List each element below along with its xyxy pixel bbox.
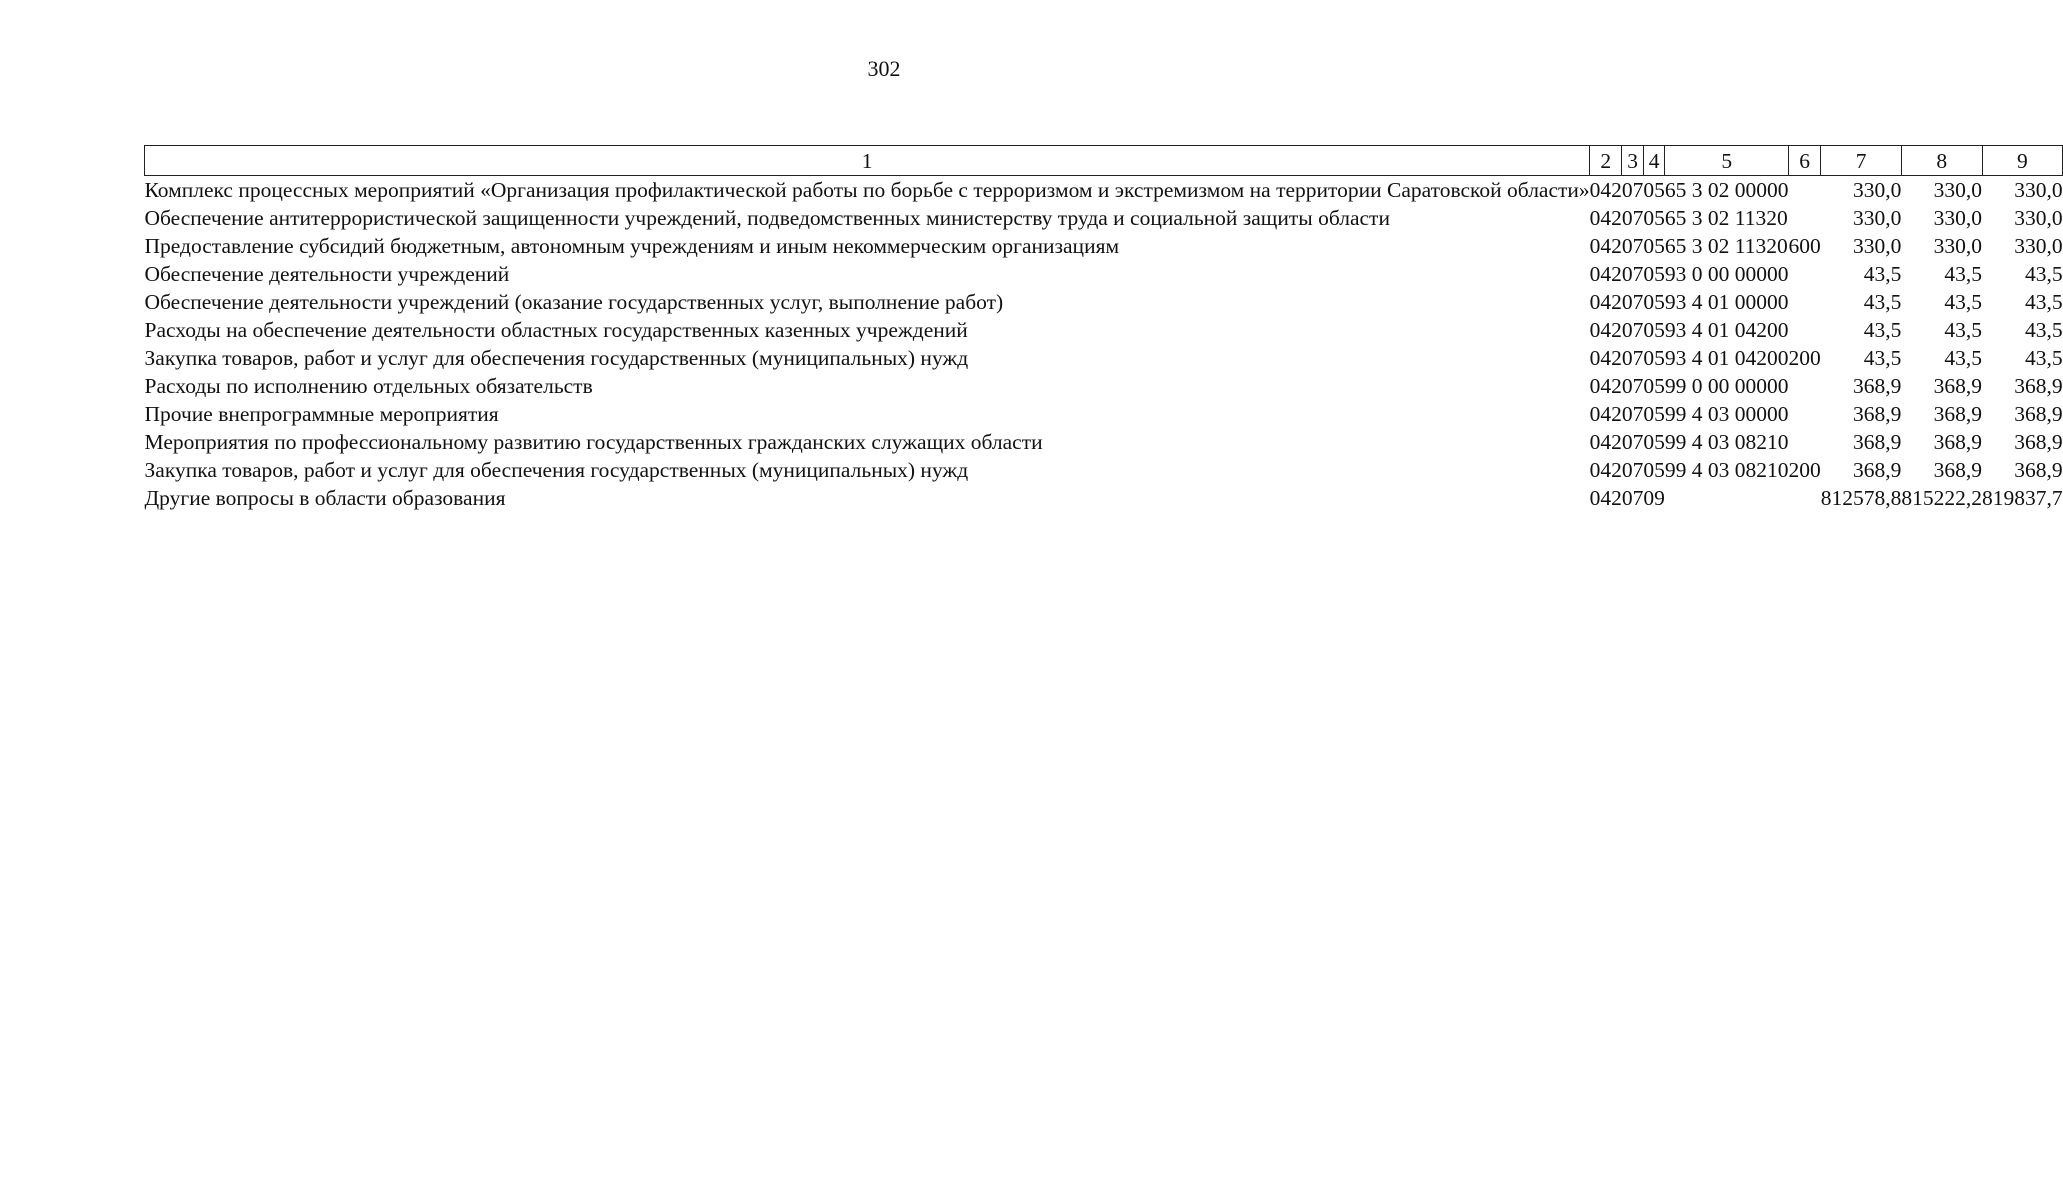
column-header-4: 4: [1643, 146, 1665, 176]
column-header-7: 7: [1821, 146, 1902, 176]
cell-col-9: 330,0: [2014, 178, 2063, 202]
cell-col-4: 05: [1643, 458, 1665, 482]
cell-col-8: 330,0: [1933, 206, 1983, 230]
cell-col-5: 93 4 01 04200: [1664, 346, 1789, 370]
column-header-6: 6: [1789, 146, 1821, 176]
cell-col-8: 43,5: [1944, 346, 1983, 370]
cell-col-2: 042: [1589, 234, 1622, 258]
cell-col-3: 07: [1621, 346, 1644, 370]
cell-col-6: [1789, 260, 1821, 288]
table-row: [145, 372, 2063, 400]
table-row: [145, 232, 2063, 260]
cell-col-6: [1789, 372, 1821, 400]
table-body: [145, 176, 2063, 513]
cell-col-5: 65 3 02 11320: [1664, 234, 1788, 258]
cell-col-3: 07: [1621, 318, 1644, 342]
table-row: [145, 288, 2063, 316]
cell-col-6: [1789, 400, 1821, 428]
row-name: Расходы на обеспечение деятельности областных государственных казенных учреждений: [144, 318, 968, 342]
header-row: [145, 146, 2063, 176]
cell-col-7: 43,5: [1863, 318, 1902, 342]
page-number: 302: [867, 56, 901, 81]
cell-col-2: 042: [1589, 402, 1622, 426]
cell-col-9: 819837,7: [1982, 486, 2063, 510]
budget-table: [144, 145, 2063, 512]
cell-col-7: 368,9: [1853, 402, 1902, 426]
cell-col-9: 43,5: [2025, 290, 2063, 314]
cell-col-2: 042: [1589, 290, 1622, 314]
row-name: Расходы по исполнению отдельных обязательств: [144, 374, 593, 398]
cell-col-3: 07: [1621, 486, 1644, 510]
cell-col-2: 042: [1589, 458, 1622, 482]
cell-col-4: 05: [1643, 402, 1665, 426]
cell-col-4: 05: [1643, 346, 1665, 370]
cell-col-9: 368,9: [2014, 458, 2063, 482]
cell-col-9: 43,5: [2025, 262, 2063, 286]
column-header-3: 3: [1622, 146, 1644, 176]
row-name: Предоставление субсидий бюджетным, автономным учреждениям и иным некоммерческим организациям: [144, 234, 1120, 258]
cell-col-4: 05: [1643, 430, 1665, 454]
cell-col-7: 368,9: [1853, 458, 1902, 482]
cell-col-7: 368,9: [1853, 430, 1902, 454]
cell-col-3: 07: [1621, 374, 1644, 398]
cell-col-4: 05: [1643, 290, 1665, 314]
cell-col-7: 368,9: [1853, 374, 1902, 398]
cell-col-5: [1665, 484, 1789, 512]
column-header-5: 5: [1665, 146, 1789, 176]
cell-col-2: 042: [1589, 178, 1622, 202]
column-header-1: 1: [145, 146, 1590, 176]
row-name: Закупка товаров, работ и услуг для обеспечения государственных (муниципальных) нужд: [144, 346, 969, 370]
cell-col-7: 330,0: [1853, 178, 1902, 202]
cell-col-8: 368,9: [1933, 402, 1983, 426]
cell-col-6: [1789, 288, 1821, 316]
row-name: Закупка товаров, работ и услуг для обеспечения государственных (муниципальных) нужд: [144, 458, 969, 482]
cell-col-4: 05: [1643, 206, 1665, 230]
cell-col-8: 330,0: [1933, 234, 1983, 258]
row-name: Мероприятия по профессиональному развитию государственных гражданских служащих области: [144, 430, 1043, 454]
cell-col-3: 07: [1621, 402, 1644, 426]
cell-col-4: 05: [1643, 178, 1665, 202]
cell-col-2: 042: [1589, 374, 1622, 398]
cell-col-6: 600: [1788, 234, 1821, 258]
cell-col-9: 43,5: [2025, 318, 2063, 342]
cell-col-8: 330,0: [1933, 178, 1983, 202]
table-row: [145, 176, 2063, 205]
cell-col-3: 07: [1621, 262, 1644, 286]
table-row: [145, 344, 2063, 372]
cell-col-6: 200: [1788, 458, 1821, 482]
cell-col-5: 93 4 01 04200: [1664, 318, 1789, 342]
cell-col-7: 43,5: [1863, 290, 1902, 314]
cell-col-7: 330,0: [1853, 206, 1902, 230]
cell-col-4: 09: [1643, 486, 1665, 510]
cell-col-7: 43,5: [1863, 346, 1902, 370]
cell-col-2: 042: [1589, 318, 1622, 342]
cell-col-5: 99 4 03 08210: [1664, 458, 1789, 482]
cell-col-2: 042: [1589, 430, 1622, 454]
row-name: Обеспечение антитеррористической защищенности учреждений, подведомственных министерству труда и социальной защиты области: [144, 206, 1390, 230]
column-header-9: 9: [1982, 146, 2063, 176]
cell-col-8: 368,9: [1933, 458, 1983, 482]
cell-col-3: 07: [1621, 430, 1644, 454]
table-row: [145, 400, 2063, 428]
cell-col-9: 330,0: [2014, 234, 2063, 258]
cell-col-4: 05: [1643, 374, 1665, 398]
cell-col-3: 07: [1621, 458, 1644, 482]
cell-col-3: 07: [1621, 206, 1644, 230]
cell-col-3: 07: [1621, 178, 1644, 202]
row-name: Обеспечение деятельности учреждений: [144, 262, 510, 286]
cell-col-2: 042: [1589, 346, 1622, 370]
table-row: [145, 428, 2063, 456]
table-row: [145, 484, 2063, 512]
cell-col-2: 042: [1589, 262, 1622, 286]
cell-col-6: 200: [1788, 346, 1821, 370]
cell-col-8: 815222,2: [1901, 486, 1983, 510]
cell-col-9: 368,9: [2014, 402, 2063, 426]
table-row: [145, 204, 2063, 232]
cell-col-6: [1789, 176, 1821, 205]
cell-col-8: 43,5: [1944, 318, 1983, 342]
table-row: [145, 456, 2063, 484]
cell-col-6: [1789, 204, 1821, 232]
cell-col-7: 43,5: [1863, 262, 1902, 286]
row-name: Прочие внепрограммные мероприятия: [144, 402, 499, 426]
cell-col-6: [1789, 484, 1821, 512]
cell-col-4: 05: [1643, 262, 1665, 286]
cell-col-7: 330,0: [1853, 234, 1902, 258]
cell-col-5: 99 4 03 08210: [1664, 430, 1789, 454]
cell-col-5: 99 4 03 00000: [1664, 402, 1789, 426]
cell-col-9: 43,5: [2025, 346, 2063, 370]
cell-col-9: 368,9: [2014, 430, 2063, 454]
cell-col-6: [1789, 428, 1821, 456]
cell-col-8: 368,9: [1933, 430, 1983, 454]
cell-col-5: 93 4 01 00000: [1664, 290, 1789, 314]
cell-col-5: 93 0 00 00000: [1664, 262, 1789, 286]
cell-col-8: 368,9: [1933, 374, 1983, 398]
cell-col-8: 43,5: [1944, 290, 1983, 314]
cell-col-5: 99 0 00 00000: [1664, 374, 1789, 398]
cell-col-2: 042: [1589, 206, 1622, 230]
cell-col-4: 05: [1643, 318, 1665, 342]
cell-col-9: 368,9: [2014, 374, 2063, 398]
cell-col-4: 05: [1643, 234, 1665, 258]
cell-col-5: 65 3 02 00000: [1664, 178, 1789, 202]
cell-col-3: 07: [1621, 234, 1644, 258]
cell-col-5: 65 3 02 11320: [1664, 206, 1788, 230]
row-name: Комплекс процессных мероприятий «Организация профилактической работы по борьбе с терроризмом и экстремизмом на территории Саратовской области»: [144, 178, 1590, 202]
cell-col-6: [1789, 316, 1821, 344]
cell-col-7: 812578,8: [1820, 486, 1902, 510]
table-row: [145, 260, 2063, 288]
column-header-8: 8: [1901, 146, 1982, 176]
cell-col-9: 330,0: [2014, 206, 2063, 230]
row-name: Обеспечение деятельности учреждений (оказание государственных услуг, выполнение работ): [144, 290, 1004, 314]
column-header-2: 2: [1590, 146, 1622, 176]
row-name: Другие вопросы в области образования: [144, 486, 506, 510]
table-row: [145, 316, 2063, 344]
cell-col-8: 43,5: [1944, 262, 1983, 286]
cell-col-2: 042: [1589, 486, 1622, 510]
cell-col-3: 07: [1621, 290, 1644, 314]
